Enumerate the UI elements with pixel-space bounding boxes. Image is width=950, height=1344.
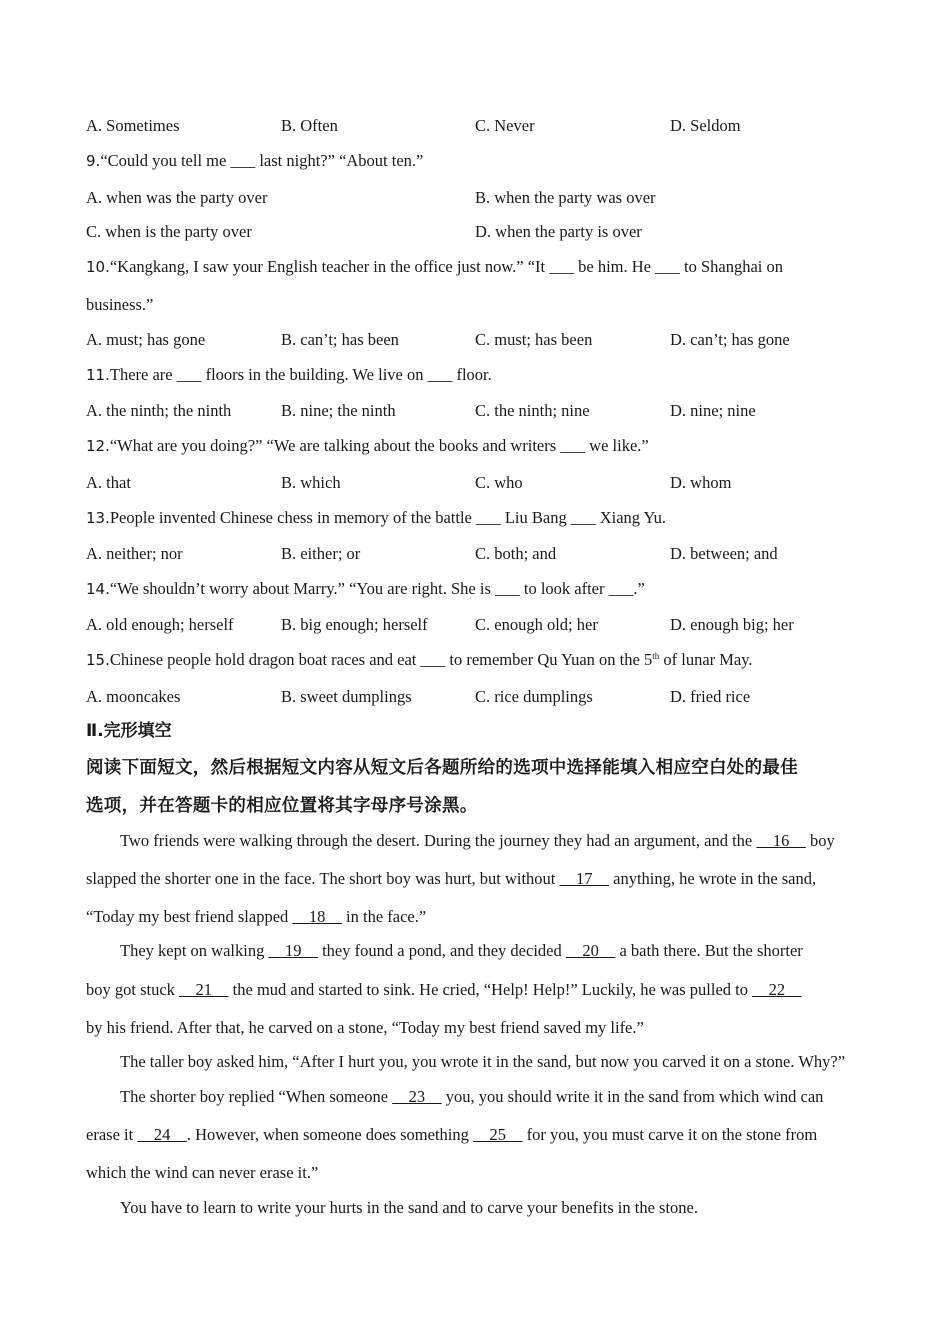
option-a: A. mooncakes: [86, 687, 181, 706]
option-d: D. can’t; has gone: [670, 330, 790, 349]
blank-17: 17: [559, 869, 610, 888]
passage-line: [86, 831, 910, 851]
question-text: business.”: [86, 295, 154, 314]
passage-text: “Today my best friend slapped: [86, 907, 293, 926]
passage-text: slapped the shorter one in the face. The short boy was hurt, but without: [86, 869, 560, 888]
passage-text: anything, he wrote in the sand,: [609, 869, 817, 888]
superscript: th: [652, 651, 660, 661]
passage-line: [86, 1125, 876, 1145]
option-c: C. Never: [475, 116, 535, 135]
section-instructions-line2: 选项，并在答题卡的相应位置将其字母序号涂黑。: [86, 796, 478, 816]
blank-21: 21: [179, 980, 229, 999]
question-number: 13.: [86, 509, 110, 527]
question-11: [86, 365, 876, 385]
option-c: C. the ninth; nine: [475, 401, 590, 420]
question-text: Chinese people hold dragon boat races and eat ___ to remember Qu Yuan on the 5: [109, 650, 653, 669]
blank-16: 16: [756, 831, 806, 850]
question-text: “We shouldn’t worry about Marry.” “You are right. She is ___ to look after ___.”: [109, 579, 645, 598]
blank-25: 25: [473, 1125, 523, 1144]
passage-line: [86, 1018, 876, 1038]
passage-text: erase it: [86, 1125, 138, 1144]
passage-line: [86, 1163, 876, 1183]
passage-text: . However, when someone does something: [186, 1125, 474, 1144]
passage-text: The taller boy asked him, “After I hurt you, you wrote it in the sand, but now you carved it on a stone. Why?”: [120, 1052, 846, 1071]
option-a: A. Sometimes: [86, 116, 180, 135]
question-text: “Could you tell me ___ last night?” “About ten.”: [100, 151, 424, 170]
passage-text: You have to learn to write your hurts in the sand and to carve your benefits in the stone.: [120, 1198, 698, 1217]
passage-text: boy: [805, 831, 835, 850]
blank-20: 20: [565, 941, 616, 960]
blank-23: 23: [392, 1087, 442, 1106]
question-text-end: of lunar May.: [659, 650, 753, 669]
passage-text: the mud and started to sink. He cried, “Help! Help!” Luckily, he was pulled to: [228, 980, 753, 999]
passage-text: they found a pond, and they decided: [317, 941, 566, 960]
passage-text: which the wind can never erase it.”: [86, 1163, 319, 1182]
option-d: D. whom: [670, 473, 732, 492]
passage-line: [86, 1087, 910, 1107]
option-b: B. can’t; has been: [281, 330, 399, 349]
option-b: B. when the party was over: [475, 188, 656, 207]
option-a: A. neither; nor: [86, 544, 183, 563]
option-a: A. the ninth; the ninth: [86, 401, 232, 420]
passage-text: The shorter boy replied “When someone: [120, 1087, 393, 1106]
option-c: C. when is the party over: [86, 222, 252, 241]
option-b: B. Often: [281, 116, 338, 135]
option-d: D. Seldom: [670, 116, 741, 135]
passage-line: [86, 980, 876, 1000]
passage-text: They kept on walking: [120, 941, 269, 960]
blank-24: 24: [137, 1125, 187, 1144]
option-a: A. when was the party over: [86, 188, 268, 207]
option-a: A. old enough; herself: [86, 615, 234, 634]
question-number: 14.: [86, 580, 110, 598]
blank-19: 19: [268, 941, 318, 960]
option-c: C. enough old; her: [475, 615, 598, 634]
question-text: “Kangkang, I saw your English teacher in the office just now.” “It ___ be him. He ___ to Shanghai on: [109, 257, 783, 276]
passage-line: [86, 941, 910, 961]
question-text: There are ___ floors in the building. We live on ___ floor.: [109, 365, 492, 384]
passage-line: [86, 1052, 910, 1072]
option-d: D. when the party is over: [475, 222, 642, 241]
question-10-continued: [86, 295, 876, 315]
question-13: [86, 508, 876, 528]
passage-line: [86, 907, 876, 927]
passage-line: [86, 1198, 910, 1218]
question-number: 12.: [86, 437, 110, 455]
option-d: D. enough big; her: [670, 615, 794, 634]
option-b: B. big enough; herself: [281, 615, 428, 634]
passage-text: in the face.”: [341, 907, 427, 926]
option-b: B. nine; the ninth: [281, 401, 396, 420]
option-b: B. sweet dumplings: [281, 687, 412, 706]
option-c: C. rice dumplings: [475, 687, 593, 706]
option-c: C. must; has been: [475, 330, 593, 349]
question-number: 11.: [86, 366, 110, 384]
passage-text: for you, you must carve it on the stone from: [522, 1125, 818, 1144]
question-text: “What are you doing?” “We are talking about the books and writers ___ we like.”: [109, 436, 649, 455]
blank-22: 22: [752, 980, 802, 999]
question-number: 9.: [86, 152, 101, 170]
section-title: Ⅱ.完形填空: [86, 721, 172, 741]
option-b: B. which: [281, 473, 341, 492]
question-14: [86, 579, 876, 599]
passage-line: [86, 869, 876, 889]
question-number: 10.: [86, 258, 110, 276]
option-c: C. both; and: [475, 544, 557, 563]
passage-text: a bath there. But the shorter: [615, 941, 803, 960]
option-d: D. between; and: [670, 544, 778, 563]
option-d: D. fried rice: [670, 687, 751, 706]
option-a: A. that: [86, 473, 131, 492]
option-d: D. nine; nine: [670, 401, 756, 420]
blank-18: 18: [292, 907, 342, 926]
option-c: C. who: [475, 473, 523, 492]
question-10: [86, 257, 876, 277]
section-instructions-line1: 阅读下面短文，然后根据短文内容从短文后各题所给的选项中选择能填入相应空白处的最佳: [86, 758, 798, 778]
question-12: [86, 436, 876, 456]
passage-text: by his friend. After that, he carved on a stone, “Today my best friend saved my life.”: [86, 1018, 644, 1037]
passage-text: Two friends were walking through the desert. During the journey they had an argument, and the: [120, 831, 757, 850]
passage-text: boy got stuck: [86, 980, 180, 999]
option-b: B. either; or: [281, 544, 361, 563]
question-15: [86, 650, 876, 670]
question-text: People invented Chinese chess in memory of the battle ___ Liu Bang ___ Xiang Yu.: [109, 508, 667, 527]
question-9: [86, 151, 876, 171]
question-number: 15.: [86, 651, 110, 669]
option-a: A. must; has gone: [86, 330, 206, 349]
passage-text: you, you should write it in the sand from which wind can: [441, 1087, 824, 1106]
